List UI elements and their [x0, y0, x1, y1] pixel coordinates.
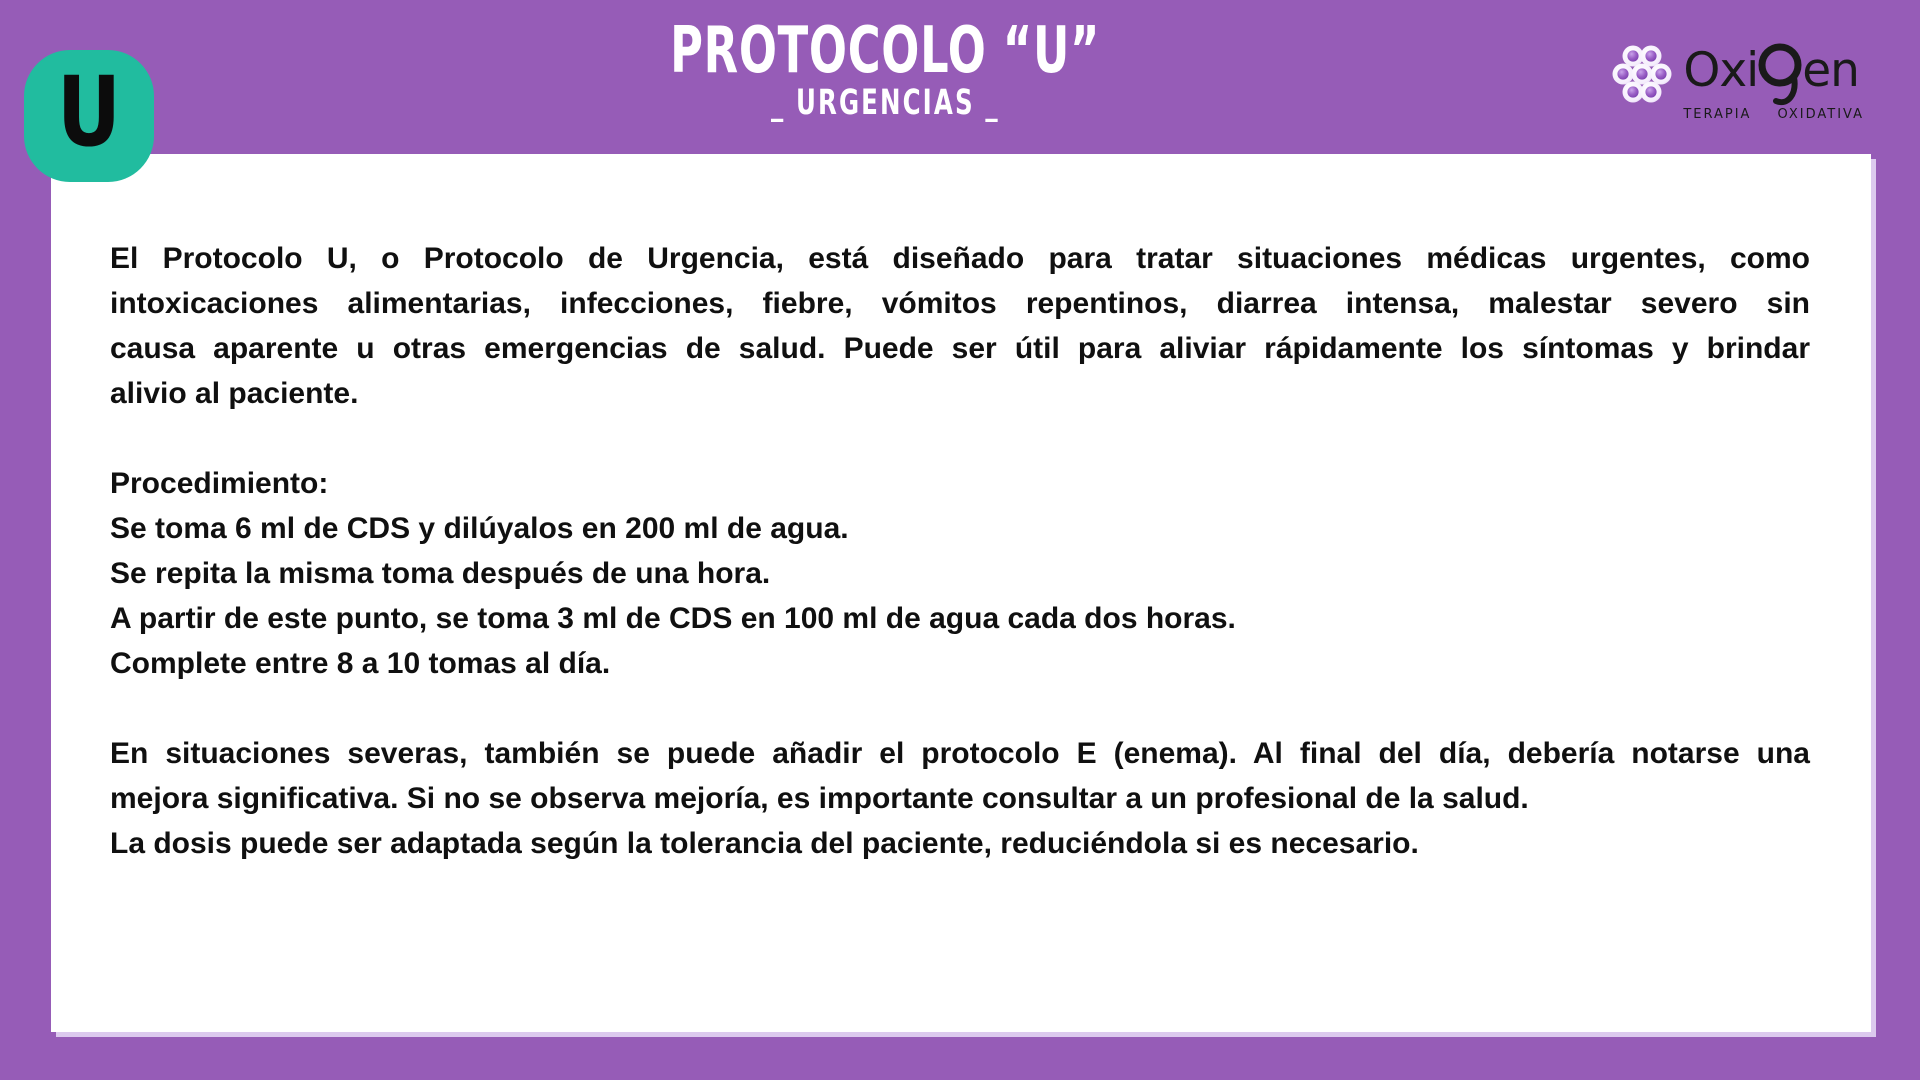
procedure-step: Se repita la misma toma después de una hora. — [110, 557, 771, 590]
spacer — [110, 416, 1810, 461]
procedure-step: Complete entre 8 a 10 tomas al día. — [110, 647, 611, 680]
procedure-step: A partir de este punto, se toma 3 ml de CDS en 100 ml de agua cada dos horas. — [110, 602, 1236, 635]
protocol-text — [110, 236, 1810, 866]
brand-name-right: en — [1802, 43, 1859, 98]
brand-logo-text — [1683, 38, 1864, 122]
spacer — [110, 686, 1810, 731]
procedure-step: Se toma 6 ml de CDS y dilúyalos en 200 ml de agua. — [110, 512, 849, 545]
intro-line: El Protocolo U, o Protocolo de Urgencia, está diseñado para tratar situaciones médicas urgentes, como — [110, 242, 1810, 275]
note-line: En situaciones severas, también se puede añadir el protocolo E (enema). Al final del día, debería notarse una — [110, 737, 1810, 770]
intro-line: intoxicaciones alimentarias, infecciones, fiebre, vómitos repentinos, diarrea intensa, malestar severo sin — [110, 287, 1810, 320]
brand-tagline-left: TERAPIA — [1683, 107, 1752, 122]
note-line: mejora significativa. Si no se observa mejoría, es importante consultar a un profesional de la salud. — [110, 782, 1529, 815]
procedure-title: Procedimiento: — [110, 467, 329, 500]
brand-q-icon — [1757, 38, 1803, 110]
header — [0, 14, 1770, 124]
note-line: La dosis puede ser adaptada según la tolerancia del paciente, reduciéndola si es necesario. — [110, 827, 1419, 860]
brand-name — [1683, 38, 1864, 110]
protocol-badge — [24, 50, 154, 182]
brand-name-left: Oxi — [1683, 43, 1759, 98]
page-title: PROTOCOLO “U” — [669, 14, 1101, 88]
brand-logo — [1609, 38, 1864, 122]
molecule-bubbles-icon — [1609, 44, 1675, 106]
page-subtitle — [0, 83, 1770, 123]
intro-line: alivio al paciente. — [110, 377, 359, 410]
brand-tagline-right: OXIDATIVA — [1777, 107, 1864, 122]
intro-line: causa aparente u otras emergencias de salud. Puede ser útil para aliviar rápidamente los síntomas y brindar — [110, 332, 1810, 365]
page-subtitle-text: _ URGENCIAS _ — [770, 83, 1000, 124]
protocol-badge-letter: U — [57, 56, 121, 168]
